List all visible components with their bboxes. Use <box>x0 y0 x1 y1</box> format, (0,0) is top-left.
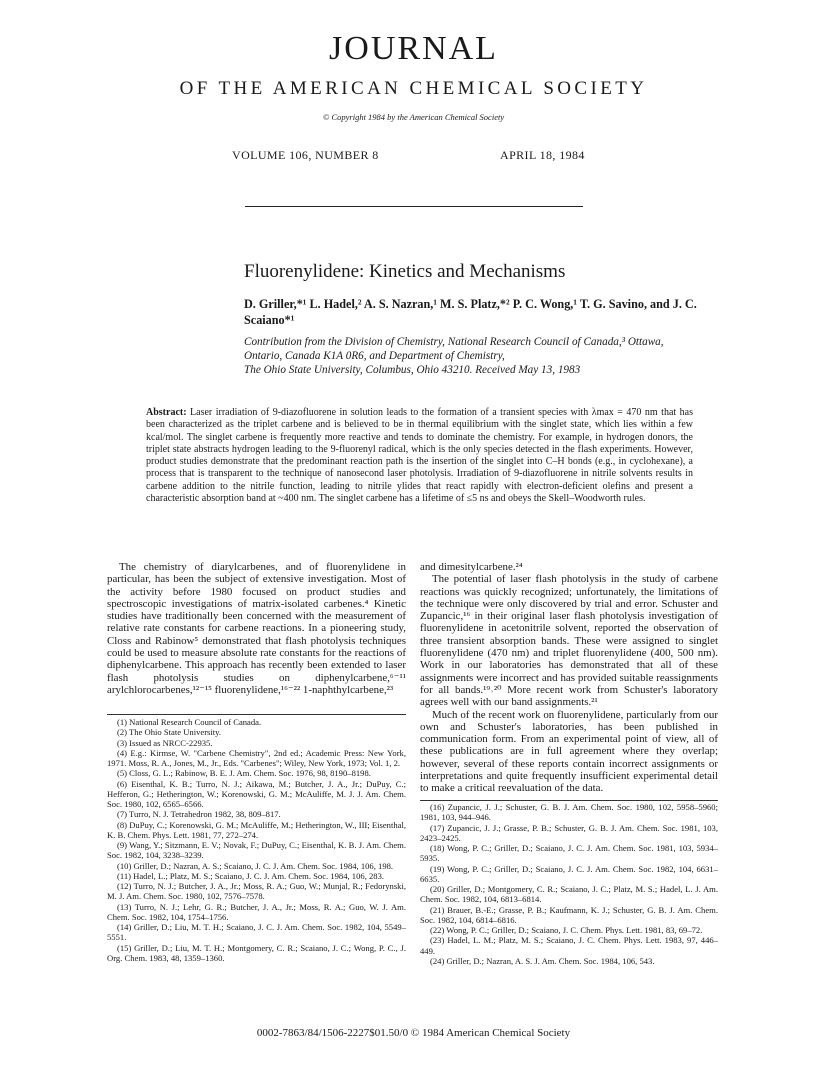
footnote: (15) Griller, D.; Liu, M. T. H.; Montgomery, C. R.; Scaiano, J. C.; Wong, P. C., J. Org. Chem. 1983, 48, 1359–1360. <box>107 942 406 963</box>
body-paragraph: The potential of laser flash photolysis in the study of carbene reactions was quickly recognized; unfortunately, the limitations of the technique were only discovered by trial and error. Schuster and Zupancic,¹⁶ in their original laser flash photolysis investigation of fluorenylidene in acetonitrile solvent, reported the observation of three transient absorption bands. These were assigned to singlet fluorenylidene (470 nm) and triplet fluorenylidene (400, 500 nm). Work in our laboratories has demonstrated that all of these assignments were incorrect and has provided suitable reassignments for all bands.¹⁹˒²⁰ More recent work from Schuster's laboratory agrees well with our band assignments.²¹ <box>420 573 718 709</box>
body-column-right <box>420 561 718 795</box>
journal-name: JOURNAL <box>329 30 498 67</box>
footnotes-left <box>107 717 406 963</box>
journal-subtitle: OF THE AMERICAN CHEMICAL SOCIETY <box>179 78 648 99</box>
footnotes-right <box>420 802 718 966</box>
footnote: (24) Griller, D.; Nazran, A. S. J. Am. Chem. Soc. 1984, 106, 543. <box>430 955 655 966</box>
issue-date: APRIL 18, 1984 <box>500 148 585 162</box>
footnote: (12) Turro, N. J.; Butcher, J. A., Jr.; Moss, R. A.; Guo, W.; Munjal, R.; Fedorynski, M. J. Am. Chem. Soc. 1980, 102, 7576–7578. <box>107 881 406 902</box>
footnote: (16) Zupancic, J. J.; Schuster, G. B. J. Am. Chem. Soc. 1980, 102, 5958–5960; 1981, 103, 944–946. <box>420 802 718 823</box>
footnote: (18) Wong, P. C.; Griller, D.; Scaiano, J. C. J. Am. Chem. Soc. 1981, 103, 5934–5935. <box>420 843 718 864</box>
body-column-left <box>107 561 406 696</box>
footnote-rule-left <box>107 714 406 715</box>
footnote: (4) E.g.: Kirmse, W. "Carbene Chemistry", 2nd ed.; Academic Press: New York, 1971. Moss, R. A., Jones, M., Jr., Eds. "Carbenes"; Wiley, New York, 1973; Vol. 1, 2. <box>107 747 406 768</box>
footnote: (3) Issued as NRCC-22935. <box>117 737 213 748</box>
affiliation-line: The Ohio State University, Columbus, Ohio 43210. Received May 13, 1983 <box>244 364 581 377</box>
footnote: (17) Zupancic, J. J.; Grasse, P. B.; Schuster, G. B. J. Am. Chem. Soc. 1981, 103, 2423–2425. <box>420 822 718 843</box>
footnote: (22) Wong, P. C.; Griller, D.; Scaiano, J. C. Chem. Phys. Lett. 1981, 83, 69–72. <box>430 925 703 935</box>
footnote-rule-right <box>420 800 718 801</box>
article-title: Fluorenylidene: Kinetics and Mechanisms <box>244 261 566 282</box>
footnote: (10) Griller, D.; Nazran, A. S.; Scaiano, J. C. J. Am. Chem. Soc. 1984, 106, 198. <box>117 860 394 871</box>
abstract-label: Abstract: <box>146 407 187 418</box>
affiliation-line: Ontario, Canada K1A 0R6, and Department of Chemistry, <box>244 350 505 363</box>
footnote: (7) Turro, N. J. Tetrahedron 1982, 38, 809–817. <box>117 809 281 820</box>
footnote: (21) Brauer, B.-E.; Grasse, P. B.; Kaufmann, K. J.; Schuster, G. B. J. Am. Chem. Soc. 1982, 104, 6814–6816. <box>420 904 718 925</box>
affiliation <box>244 335 774 378</box>
footnote: (20) Griller, D.; Montgomery, C. R.; Scaiano, J. C.; Platz, M. S.; Hadel, L. J. Am. Chem. Soc. 1982, 104, 6813–6814. <box>420 884 718 905</box>
footnote: (13) Turro, N. J.; Lehr, G. R.; Butcher, J. A., Jr.; Moss, R. A.; Guo, W. J. Am. Chem. Soc. 1982, 104, 1754–1756. <box>107 901 406 922</box>
footnote: (2) The Ohio State University. <box>117 727 222 738</box>
footnote: (6) Eisenthal, K. B.; Turro, N. J.; Aikawa, M.; Butcher, J. A., Jr.; DuPuy, C.; Hefferon, G.; Hetherington, W.; Korenowski, G. M.; McAuliffe, M. J. J. Am. Chem. Soc. 1980, 102, 6565–6566. <box>107 778 406 809</box>
copyright-line: © Copyright 1984 by the American Chemical Society <box>322 112 505 122</box>
header-rule <box>245 206 583 207</box>
footnote: (5) Closs, G. L.; Rabinow, B. E. J. Am. Chem. Soc. 1976, 98, 8190–8198. <box>117 768 371 779</box>
page-footer: 0002-7863/84/1506-2227$01.50/0 © 1984 American Chemical Society <box>256 1027 571 1039</box>
footnote: (19) Wong, P. C.; Griller, D.; Scaiano, J. C. J. Am. Chem. Soc. 1982, 104, 6631–6635. <box>420 863 718 884</box>
abstract-text: Laser irradiation of 9-diazofluorene in solution leads to the formation of a transient species with λmax = 470 nm that has been characterized as the triplet carbene and is believed to be in thermal equilibrium with the singlet state, which lies within a few kcal/mol. The singlet carbene is frequently more reactive and tends to dominate the chemistry. For example, in hydrogen donors, the triplet state abstracts hydrogen leading to the 9-fluorenyl radical, which is the only species detected in the flash experiments. However, product studies demonstrate that the predominant reaction path is the insertion of the singlet into C–H bonds (e.g., in cyclohexane), a process that is transparent to the technique of nanosecond laser photolysis. Irradiation of 9-diazofluorene in nitrile solvents results in carbene addition to the nitrile function, leading to nitrile ylides that react rapidly with electron-deficient olefins and present a characteristic absorption band at ~400 nm. The singlet carbene has a lifetime of ≤5 ns and obeys the Skell–Woodworth rules. <box>146 407 694 504</box>
footnote: (23) Hadel, L. M.; Platz, M. S.; Scaiano, J. C. Chem. Phys. Lett. 1983, 97, 446–449. <box>420 935 718 956</box>
abstract <box>146 407 693 505</box>
footnote: (1) National Research Council of Canada. <box>117 717 262 727</box>
footnote: (9) Wang, Y.; Sitzmann, E. V.; Novak, F.; DuPuy, C.; Eisenthal, K. B. J. Am. Chem. Soc. 1982, 104, 3238–3239. <box>107 840 406 861</box>
author-list: D. Griller,*¹ L. Hadel,² A. S. Nazran,¹ M. S. Platz,*² P. C. Wong,¹ T. G. Savino, and J. C. Scaiano*¹ <box>244 297 697 327</box>
affiliation-line: Contribution from the Division of Chemistry, National Research Council of Canada,³ Ottawa, <box>244 336 664 348</box>
body-paragraph: Much of the recent work on fluorenylidene, particularly from our own and Schuster's laboratories, has been published in communication form. From an experimental point of view, all of these publications are in full agreement where they overlap; however, several of these reports contain incorrect assignments or interpretations and quite frequently insufficient experimental detail to make a critical reevaluation of the data. <box>420 708 718 795</box>
body-paragraph: and dimesitylcarbene.²⁴ <box>420 561 523 573</box>
body-paragraph: The chemistry of diarylcarbenes, and of fluorenylidene in particular, has been the subject of extensive investigation. Most of the activity before 1980 focused on product studies and spectroscopic investigations of matrix-isolated carbenes.⁴ Kinetic studies have traditionally been concerned with the measurement of relative rate constants for carbene reactions. In a pioneering study, Closs and Rabinow⁵ demonstrated that flash photolysis techniques could be used to measure absolute rate constants for the reactions of diphenylcarbene. This approach has recently been extended to laser flash photolysis studies on diphenylcarbene,⁶⁻¹¹ arylchlorocarbenes,¹²⁻¹⁵ fluorenylidene,¹⁶⁻²² 1-naphthylcarbene,²³ <box>107 561 406 696</box>
footnote: (11) Hadel, L.; Platz, M. S.; Scaiano, J. C. J. Am. Chem. Soc. 1984, 106, 283. <box>117 870 385 881</box>
footnote: (8) DuPuy, C.; Korenowski, G. M.; McAuliffe, M.; Hetherington, W., III; Eisenthal, K. B. Chem. Phys. Lett. 1981, 77, 272–274. <box>107 819 406 840</box>
volume-number: VOLUME 106, NUMBER 8 <box>232 148 379 162</box>
footnote: (14) Griller, D.; Liu, M. T. H.; Scaiano, J. C. J. Am. Chem. Soc. 1982, 104, 5549–5551. <box>107 922 406 943</box>
